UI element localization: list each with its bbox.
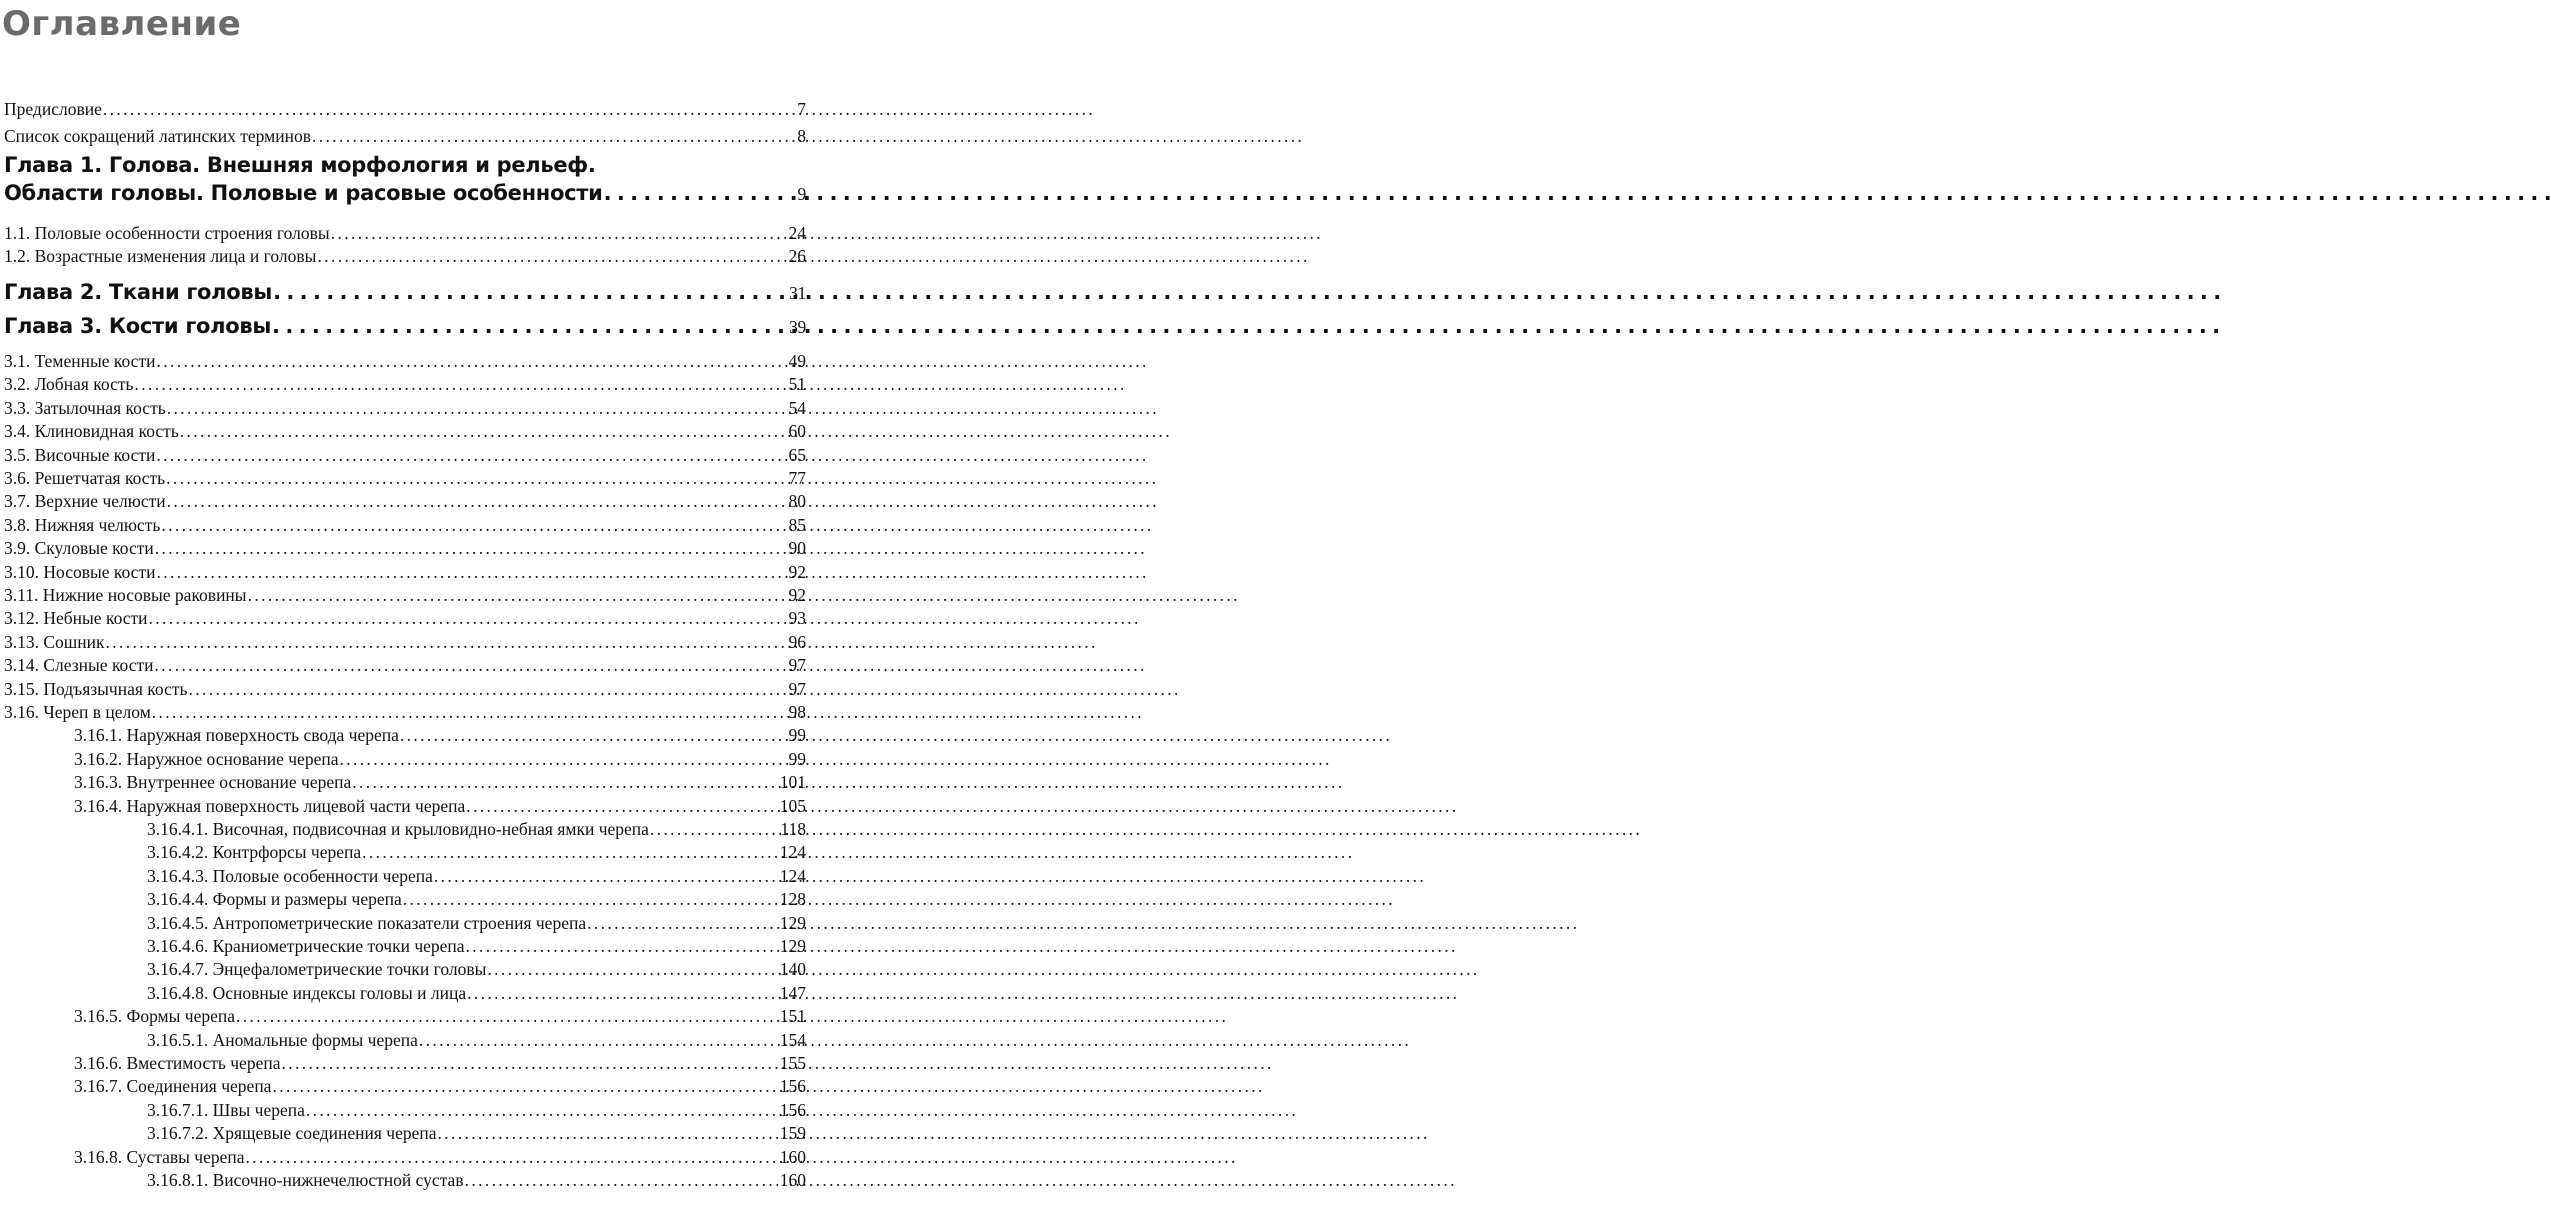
dot-leader <box>167 490 788 512</box>
toc-page-number: 118 <box>780 819 806 839</box>
toc-entry-label: 3.16.7.1. Швы черепа <box>147 1100 305 1120</box>
dot-leader <box>246 1146 779 1168</box>
toc-chapter-label: Глава 3. Кости головы <box>4 314 272 338</box>
dot-leader <box>312 125 796 147</box>
toc-entry[interactable] <box>4 912 806 934</box>
toc-entry[interactable] <box>4 584 806 606</box>
toc-entry-1-2[interactable] <box>4 245 806 267</box>
dot-leader <box>152 701 788 723</box>
toc-entry-label: 3.14. Слезные кости <box>4 655 154 675</box>
toc-entry-label: 3.16.4.7. Энцефалометрические точки головы <box>147 959 487 979</box>
toc-entry-label: 3.3. Затылочная кость <box>4 398 166 418</box>
toc-entry[interactable] <box>4 724 806 746</box>
dot-leader <box>189 678 788 700</box>
dot-leader <box>149 607 788 629</box>
toc-entry-label: 3.6. Решетчатая кость <box>4 468 166 488</box>
toc-entry-label: 3.16.8. Суставы черепа <box>74 1147 245 1167</box>
toc-entry-label: 3.12. Небные кости <box>4 608 148 628</box>
toc-entry[interactable] <box>4 654 806 676</box>
toc-entry[interactable] <box>4 373 806 395</box>
toc-page-number: 151 <box>779 1006 806 1026</box>
toc-entry[interactable] <box>4 982 806 1004</box>
toc-page-number: 124 <box>779 842 806 862</box>
toc-entry[interactable] <box>4 1169 806 1191</box>
toc-entry[interactable] <box>4 818 806 840</box>
dot-leader <box>352 771 778 793</box>
toc-entry-label: 3.16.5. Формы черепа <box>74 1006 235 1026</box>
dot-leader <box>156 444 787 466</box>
dot-leader <box>167 397 788 419</box>
toc-page-number: 96 <box>788 632 806 652</box>
toc-page-number: 124 <box>779 866 806 886</box>
toc-entry-preface[interactable] <box>4 98 806 120</box>
toc-page-number: 101 <box>779 772 806 792</box>
toc-entry-label: 3.7. Верхние челюсти <box>4 491 166 511</box>
toc-entry[interactable] <box>4 1005 806 1027</box>
toc-entry-label: 3.16.1. Наружная поверхность свода черепа <box>74 725 399 745</box>
toc-page-number: 8 <box>797 126 806 146</box>
toc-entry-label: 3.16.4.2. Контрфорсы черепа <box>147 842 362 862</box>
toc-entry[interactable] <box>4 1099 806 1121</box>
toc-entry-label: 3.1. Теменные кости <box>4 351 156 371</box>
dot-leader <box>272 313 788 339</box>
toc-entry-label: 3.16.4.5. Антропометрические показатели строения черепа <box>147 913 587 933</box>
toc-entry[interactable] <box>4 701 806 723</box>
toc-page-number: 140 <box>779 959 806 979</box>
toc-entry-label: 3.13. Сошник <box>4 632 105 652</box>
dot-leader <box>306 1099 779 1121</box>
toc-entry-label: 3.16.8.1. Височно-нижнечелюстной сустав <box>147 1170 464 1190</box>
toc-page-number: 31 <box>789 283 806 303</box>
toc-entry[interactable] <box>4 935 806 957</box>
toc-entry-label: 3.15. Подъязычная кость <box>4 679 188 699</box>
toc-entry-1-1[interactable] <box>4 222 806 244</box>
toc-entry-label: 3.16.4. Наружная поверхность лицевой части черепа <box>74 796 466 816</box>
toc-page-number: 90 <box>788 538 806 558</box>
toc-chapter-2[interactable] <box>4 279 806 306</box>
toc-entry-label: 3.11. Нижние носовые раковины <box>4 585 247 605</box>
toc-page-number: 99 <box>788 749 806 769</box>
toc-page-number: 99 <box>788 725 806 745</box>
dot-leader <box>156 350 787 372</box>
toc-entry-label: 1.1. Половые особенности строения головы <box>4 223 330 243</box>
dot-leader <box>281 1052 778 1074</box>
toc-entry[interactable] <box>4 1146 806 1168</box>
toc-page-number: 159 <box>779 1123 806 1143</box>
toc-entry-label: 3.16.4.1. Височная, подвисочная и крыловидно-небная ямки черепа <box>147 819 649 839</box>
toc-entry-label: 1.2. Возрастные изменения лица и головы <box>4 246 317 266</box>
dot-leader <box>155 654 788 676</box>
dot-leader <box>466 795 778 817</box>
dot-leader <box>604 180 797 206</box>
toc-page-number: 97 <box>788 655 806 675</box>
toc-page-number: 26 <box>788 246 806 266</box>
toc-page-number: 24 <box>788 223 806 243</box>
toc-chapter-1[interactable] <box>4 180 806 207</box>
toc-entry-label: 3.16.7.2. Хрящевые соединения черепа <box>147 1123 437 1143</box>
toc-entry-label: Список сокращений латинских терминов <box>4 126 311 146</box>
toc-entry-label: 3.16.5.1. Аномальные формы черепа <box>147 1030 418 1050</box>
toc-entry[interactable] <box>4 1052 806 1074</box>
toc-entry-label: 3.16.4.3. Половые особенности черепа <box>147 866 433 886</box>
toc-entry-label: 3.9. Скуловые кости <box>4 538 154 558</box>
toc-entry-label: 3.8. Нижняя челюсть <box>4 515 161 535</box>
dot-leader <box>438 1122 779 1144</box>
toc-entry-label: 3.16.6. Вместимость черепа <box>74 1053 281 1073</box>
dot-leader <box>236 1005 779 1027</box>
toc-chapter-label: Области головы. Половые и расовые особенности <box>4 181 603 205</box>
toc-page-number: 92 <box>788 562 806 582</box>
toc-page-number: 49 <box>788 351 806 371</box>
toc-entry-label: 3.10. Носовые кости <box>4 562 156 582</box>
toc-entry[interactable] <box>4 865 806 887</box>
dot-leader <box>155 537 788 559</box>
toc-page-number: 97 <box>788 679 806 699</box>
toc-page-number: 156 <box>779 1100 806 1120</box>
dot-leader <box>339 748 787 770</box>
dot-leader <box>180 420 788 442</box>
dot-leader <box>161 514 787 536</box>
dot-leader <box>248 584 788 606</box>
page-title: Оглавление <box>2 4 242 44</box>
toc-page-number: 147 <box>779 983 806 1003</box>
toc-entry[interactable] <box>4 514 806 536</box>
toc-chapter-label: Глава 2. Ткани головы <box>4 280 273 304</box>
toc-entry-label: 3.16.4.4. Формы и размеры черепа <box>147 889 402 909</box>
toc-chapter-1-title-line1[interactable]: Глава 1. Голова. Внешняя морфология и рельеф. <box>4 153 596 177</box>
toc-entry[interactable] <box>4 607 806 629</box>
toc-entry[interactable] <box>4 350 806 372</box>
toc-page-number: 160 <box>779 1147 806 1167</box>
toc-page-number: 129 <box>779 913 806 933</box>
dot-leader <box>466 935 779 957</box>
toc-page-number: 9 <box>797 184 806 204</box>
dot-leader <box>166 467 787 489</box>
toc-page-number: 77 <box>788 468 806 488</box>
dot-leader <box>403 888 779 910</box>
toc-page-number: 51 <box>788 374 806 394</box>
toc-page-number: 154 <box>779 1030 806 1050</box>
toc-entry[interactable] <box>4 771 806 793</box>
dot-leader <box>272 1075 778 1097</box>
toc-entry[interactable] <box>4 795 806 817</box>
toc-page-number: 60 <box>788 421 806 441</box>
dot-leader <box>103 98 796 120</box>
toc-entry[interactable] <box>4 467 806 489</box>
toc-entry-label: 3.5. Височные кости <box>4 445 156 465</box>
dot-leader <box>487 958 778 980</box>
toc-page-number: 98 <box>788 702 806 722</box>
toc-entry-label: 3.2. Лобная кость <box>4 374 134 394</box>
toc-entry[interactable] <box>4 537 806 559</box>
toc-entry[interactable] <box>4 748 806 770</box>
toc-entry-label: 3.16.3. Внутреннее основание черепа <box>74 772 352 792</box>
toc-entry-label: 3.16.4.8. Основные индексы головы и лица <box>147 983 467 1003</box>
dot-leader <box>465 1169 779 1191</box>
toc-entry[interactable] <box>4 841 806 863</box>
toc-entry[interactable] <box>4 490 806 512</box>
toc-entry-abbreviations[interactable] <box>4 125 806 147</box>
dot-leader <box>467 982 779 1004</box>
dot-leader <box>434 865 779 887</box>
dot-leader <box>362 841 779 863</box>
toc-entry-label: Предисловие <box>4 99 102 119</box>
toc-entry[interactable] <box>4 888 806 910</box>
dot-leader <box>650 818 779 840</box>
toc-entry[interactable] <box>4 561 806 583</box>
toc-page-number: 39 <box>789 317 806 337</box>
toc-chapter-3[interactable] <box>4 313 806 340</box>
dot-leader <box>273 279 788 305</box>
toc-page-number: 160 <box>779 1170 806 1190</box>
toc-entry[interactable] <box>4 1122 806 1144</box>
toc-page-number: 92 <box>788 585 806 605</box>
toc-page-number: 156 <box>779 1076 806 1096</box>
toc-entry[interactable] <box>4 444 806 466</box>
dot-leader <box>317 245 787 267</box>
dot-leader <box>106 631 788 653</box>
toc-entry[interactable] <box>4 1075 806 1097</box>
toc-entry[interactable] <box>4 397 806 419</box>
toc-page-number: 80 <box>788 491 806 511</box>
dot-leader <box>587 912 779 934</box>
toc-page-number: 155 <box>779 1053 806 1073</box>
dot-leader <box>134 373 787 395</box>
toc-entry-label: 3.16.2. Наружное основание черепа <box>74 749 339 769</box>
toc-entry[interactable] <box>4 631 806 653</box>
toc-page-number: 65 <box>788 445 806 465</box>
toc-entry-label: 3.16.7. Соединения черепа <box>74 1076 272 1096</box>
toc-page-number: 54 <box>788 398 806 418</box>
dot-leader <box>156 561 787 583</box>
toc-entry-label: 3.4. Клиновидная кость <box>4 421 179 441</box>
toc-entry[interactable] <box>4 958 806 980</box>
toc-page-number: 129 <box>779 936 806 956</box>
toc-page-number: 85 <box>788 515 806 535</box>
dot-leader <box>419 1029 779 1051</box>
toc-entry-label: 3.16.4.6. Краниометрические точки черепа <box>147 936 465 956</box>
dot-leader <box>331 222 788 244</box>
toc-entry-label: 3.16. Череп в целом <box>4 702 151 722</box>
toc-page-number: 93 <box>788 608 806 628</box>
dot-leader <box>400 724 788 746</box>
toc-entry[interactable] <box>4 1029 806 1051</box>
toc-page-number: 105 <box>779 796 806 816</box>
toc-page-number: 128 <box>779 889 806 909</box>
toc-entry[interactable] <box>4 678 806 700</box>
table-of-contents <box>4 0 806 1208</box>
toc-entry[interactable] <box>4 420 806 442</box>
toc-page-number: 7 <box>797 99 806 119</box>
